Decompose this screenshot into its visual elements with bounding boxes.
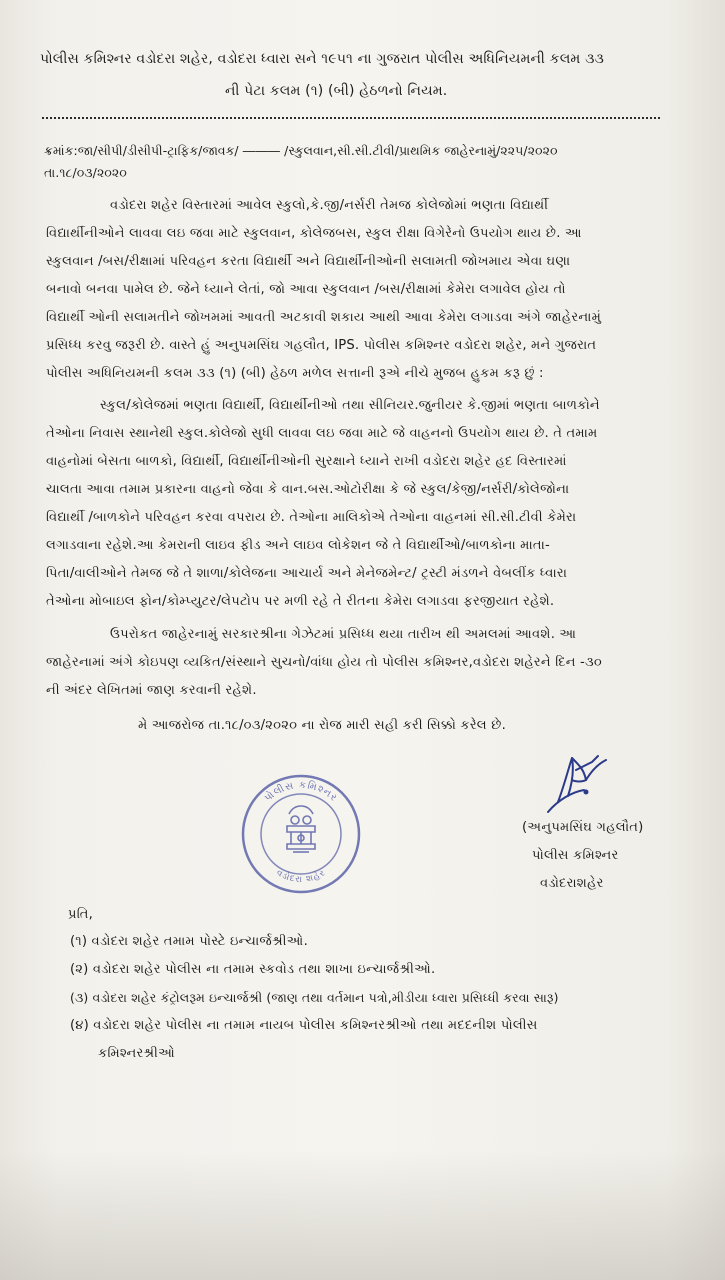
para1-line: બનાવો બનવા પામેલ છે. જેને ધ્યાને લેતાં, જો આવા સ્કુલવાન /બસ/રીક્ષામાં કેમેરા લગાવેલ હોય તો [46,282,566,297]
separator-line [42,117,660,119]
para1-line: પ્રસિધ્ધ કરવુ જરૂરી છે. વાસ્તે હું અનુપમસિંઘ ગહલૌત, IPS. પોલીસ કમિશ્નર વડોદરા શહેર, મને ગુજરાત [46,338,597,353]
page-shadow [0,1150,725,1280]
para2-line: સ્કુલ/કોલેજમાં ભણતા વિદ્યાર્થી, વિદ્યાર્થીનીઓ તથા સીનિયર.જુનીયર કે.જીમાં ભણતા બાળકોને [100,398,600,413]
para3-line: ની અંદર લેખિતમાં જાણ કરવાની રહેશે. [46,683,257,698]
para2-line: તેઓના મોબાઇલ ફોન/કોમ્પ્યુટર/લેપટોપ પર મળી રહે તે રીતના કેમેરા લગાડવા ફરજીયાત રહેશે. [46,594,555,609]
para1-line: વિદ્યાર્થીનીઓને લાવવા લઇ જવા માટે સ્કુલવાન, કોલેજબસ, સ્કુલ રીક્ષા વિગેરેનો ઉપયોગ થાય છે. આ [46,226,582,241]
para1-line: પોલીસ અધિનિયમની કલમ ૩૩ (૧) (બી) હેઠળ મળેલ સત્તાની રૂએ નીચે મુજબ હુકમ કરૂ છું : [46,366,544,381]
signatory-title: પોલીસ કમિશ્નર [532,848,619,863]
para3-line: જાહેરનામાં અંગે કોઇપણ વ્યકિત/સંસ્થાને સુચનો/વાંધા હોય તો પોલીસ કમિશ્નર,વડોદરા શહેરને દિન -૩૦ [46,655,602,670]
para1-line: વડોદરા શહેર વિસ્તારમાં આવેલ સ્કુલો,કે.જી/નર્સરી તેમજ કોલેજોમાં ભણતા વિદ્યાર્થી [110,198,549,213]
para1-line: વિદ્યાર્થી ઓની સલામતીને જોખમમાં આવતી અટકાવી શકાય આથી આવા કેમેરા લગાડવા અંગે જાહેરનામું [46,310,602,325]
para1-line: સ્કુલવાન /બસ/રીક્ષામાં પરિવહન કરતા વિદ્યાર્થી અને વિદ્યાર્થીનીઓની સલામતી જોખમાય એવા ઘણા [46,254,571,269]
header-line-1: પોલીસ કમિશ્નર વડોદરા શહેર, વડોદરા ધ્વારા સને ૧૯૫૧ ના ગુજરાત પોલીસ અધિનિયમની કલમ ૩૩ [40,51,605,67]
distribution-item: (૩) વડોદરા શહેર કંટ્રોલરૂમ ઇન્ચાર્જશ્રી (જાણ તથા વર્તમાન પત્રો,મીડીયા ધ્વારા પ્રસિધ્ધી કરવા સારૂ) [70,990,559,1005]
signatory-city: વડોદરાશહેર [540,876,604,891]
signatory-name: (અનુપમસિંઘ ગહલૌત) [522,820,644,835]
para2-line: વિદ્યાર્થી /બાળકોને પરિવહન કરવા વપરાય છે. તેઓના માલિકોએ તેઓના વાહનમાં સી.સી.ટીવી કેમેરા [46,510,577,525]
seal-top-text: પોલીસ કમિશ્નર [262,779,340,805]
para2-line: પિતા/વાલીઓને તેમજ જે તે શાળા/કોલેજના આચાર્ય અને મેનેજમેન્ટ/ ટ્રસ્ટી મંડળને વેબલીંક ધ્વારા [46,566,568,581]
closing-statement: મે આજરોજ તા.૧૮/૦૩/૨૦૨૦ ના રોજ મારી સહી કરી સિક્કો કરેલ છે. [138,718,506,733]
signature-image [528,740,648,820]
para2-line: ચાલતા આવા તમામ પ્રકારના વાહનો જેવા કે વાન.બસ.ઓટોરીક્ષા કે જે સ્કુલ/કેજી/નર્સરી/કોલેજોના [46,482,570,497]
seal-bottom-text: વડોદરા શહેર [274,867,328,886]
para2-line: તેઓના નિવાસ સ્થાનેથી સ્કુલ.કોલેજો સુધી લાવવા લઇ જવા માટે જે વાહનનો ઉપયોગ થાય છે. તે તમામ [46,426,598,441]
distribution-item: (૪) વડોદરા શહેર પોલીસ ના તમામ નાયબ પોલીસ કમિશ્નરશ્રીઓ તથા મદદનીશ પોલીસ [70,1018,538,1033]
official-seal [237,770,365,898]
distribution-item: (૨) વડોદરા શહેર પોલીસ ના તમામ સ્કવોડ તથા શાખા ઇન્ચાર્જશ્રીઓ. [70,962,436,977]
para2-line: વાહનોમાં બેસતા બાળકો, વિદ્યાર્થી, વિદ્યાર્થીનીઓની સુરક્ષાને ધ્યાને રાખી વડોદરા શહેર હદ વિસ્તારમાં [46,454,567,469]
distribution-item-continuation: કમિશ્નરશ્રીઓ [98,1046,176,1061]
reference-number: ક્રમાંક:જા/સીપી/ડીસીપી-ટ્રાફિક/જાવક/ ――― /સ્કુલવાન,સી.સી.ટીવી/પ્રાથમિક જાહેરનામું/૨૨૫/૨૦૨૦ [44,144,558,158]
distribution-item: (૧) વડોદરા શહેર તમામ પોસ્ટે ઇન્ચાર્જશ્રીઓ. [70,934,308,949]
svg-text:વડોદરા શહેર [274,868,327,885]
header-line-2: ની પેટા કલમ (૧) (બી) હેઠળનો નિયમ. [225,83,448,99]
para3-line: ઉપરોકત જાહેરનામું સરકારશ્રીના ગેઝેટમાં પ્રસિધ્ધ થયા તારીખ થી અમલમાં આવશે. આ [110,627,577,642]
distribution-heading: પ્રતિ, [68,907,93,922]
reference-date: તા.૧૮/૦૩/૨૦૨૦ [44,166,127,180]
para2-line: લગાડવાના રહેશે.આ કેમરાની લાઇવ ફીડ અને લાઇવ લોકેશન જે તે વિદ્યાર્થીઓ/બાળકોના માતા- [46,538,550,553]
